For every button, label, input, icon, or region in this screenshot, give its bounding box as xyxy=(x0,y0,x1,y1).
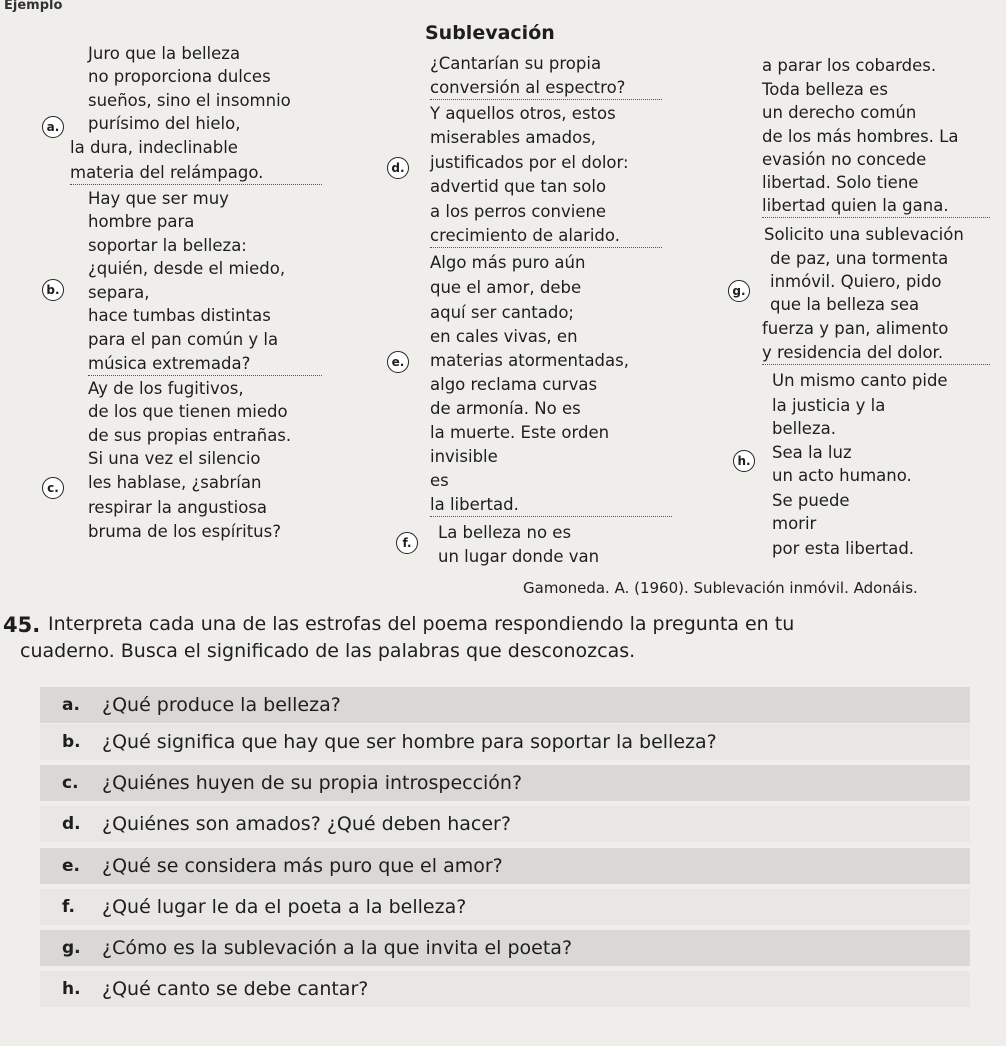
question-text: ¿Qué produce la belleza? xyxy=(102,694,341,716)
poem-line: ¿quién, desde el miedo, xyxy=(88,259,286,278)
poem-line: Sea la luz xyxy=(772,443,852,462)
poem-line: un acto humano. xyxy=(772,466,912,485)
question-text: ¿Quiénes son amados? ¿Qué deben hacer? xyxy=(102,813,511,835)
poem-line: purísimo del hielo, xyxy=(88,114,241,133)
poem-line: fuerza y pan, alimento xyxy=(762,319,949,338)
question-letter: b. xyxy=(62,732,81,752)
poem-line: de armonía. No es xyxy=(430,399,581,418)
stanza-marker-a: a. xyxy=(42,116,64,138)
question-row-h xyxy=(40,971,970,1007)
poem-line: de los más hombres. La xyxy=(762,127,959,146)
poem-line: que la belleza sea xyxy=(770,295,920,314)
poem-line: para el pan común y la xyxy=(88,330,279,349)
poem-line: la muerte. Este orden xyxy=(430,423,610,442)
poem-line: soportar la belleza: xyxy=(88,236,247,255)
poem-line: no proporciona dulces xyxy=(88,67,271,86)
poem-line: es xyxy=(430,471,449,490)
poem-line: que el amor, debe xyxy=(430,278,582,297)
poem-line: Juro que la belleza xyxy=(88,44,241,63)
poem-line: música extremada? xyxy=(88,353,322,376)
stanza-marker-e: e. xyxy=(387,351,409,373)
poem-line: la libertad. xyxy=(430,494,672,517)
exercise-number: 45. xyxy=(3,613,41,637)
poem-line: Algo más puro aún xyxy=(430,253,586,272)
poem-line: Solicito una sublevación xyxy=(764,225,964,244)
poem-line: a los perros conviene xyxy=(430,202,607,221)
question-row-d xyxy=(40,806,970,842)
poem-line: de los que tienen miedo xyxy=(88,402,288,421)
stanza-marker-h: h. xyxy=(733,450,755,472)
instruction-line-2: cuaderno. Busca el significado de las palabras que desconozcas. xyxy=(20,640,636,662)
poem-line: La belleza no es xyxy=(438,523,572,542)
poem-line: conversión al espectro? xyxy=(430,77,662,100)
poem-line: separa, xyxy=(88,283,150,302)
poem-line: de sus propias entrañas. xyxy=(88,426,292,445)
poem-line: la dura, indeclinable xyxy=(70,138,238,157)
poem-line: advertid que tan solo xyxy=(430,177,607,196)
question-row-c xyxy=(40,765,970,801)
poem-line: inmóvil. Quiero, pido xyxy=(770,272,942,291)
poem-line: algo reclama curvas xyxy=(430,375,598,394)
poem-line: miserables amados, xyxy=(430,128,597,147)
poem-line: invisible xyxy=(430,447,498,466)
poem-line: Y aquellos otros, estos xyxy=(430,104,616,123)
poem-line: Un mismo canto pide xyxy=(772,371,948,390)
poem-line: sueños, sino el insomnio xyxy=(88,91,291,110)
poem-line: la justicia y la xyxy=(772,396,886,415)
poem-line: Se puede xyxy=(772,491,850,510)
poem-line: les hablase, ¿sabrían xyxy=(88,473,262,492)
question-text: ¿Quiénes huyen de su propia introspección? xyxy=(102,772,523,794)
poem-line: aquí ser cantado; xyxy=(430,303,574,322)
example-tag: Ejemplo xyxy=(4,0,63,13)
poem-line: evasión no concede xyxy=(762,150,927,169)
poem-line: y residencia del dolor. xyxy=(762,342,990,365)
poem-line: un derecho común xyxy=(762,103,917,122)
question-text: ¿Qué lugar le da el poeta a la belleza? xyxy=(102,896,467,918)
poem-line: Ay de los fugitivos, xyxy=(88,379,244,398)
question-text: ¿Qué canto se debe cantar? xyxy=(102,978,369,1000)
instruction-line-1: Interpreta cada una de las estrofas del poema respondiendo la pregunta en tu xyxy=(48,613,795,635)
poem-line: por esta libertad. xyxy=(772,539,915,558)
question-row-a xyxy=(40,687,970,723)
poem-line: libertad quien la gana. xyxy=(762,195,990,218)
question-letter: g. xyxy=(62,938,81,958)
poem-line: morir xyxy=(772,514,817,533)
poem-title: Sublevación xyxy=(425,22,555,44)
poem-line: un lugar donde van xyxy=(438,547,600,566)
question-letter: e. xyxy=(62,856,80,876)
poem-line: materias atormentadas, xyxy=(430,351,629,370)
poem-line: hombre para xyxy=(88,212,195,231)
poem-line: libertad. Solo tiene xyxy=(762,173,919,192)
question-letter: f. xyxy=(62,897,75,917)
question-text: ¿Cómo es la sublevación a la que invita el poeta? xyxy=(102,937,573,959)
question-row-g xyxy=(40,930,970,966)
question-row-f xyxy=(40,889,970,925)
poem-line: en cales vivas, en xyxy=(430,327,578,346)
question-row-b xyxy=(40,724,970,760)
question-text: ¿Qué significa que hay que ser hombre para soportar la belleza? xyxy=(102,731,717,753)
question-letter: c. xyxy=(62,773,79,793)
poem-line: crecimiento de alarido. xyxy=(430,225,662,248)
question-letter: h. xyxy=(62,979,81,999)
poem-line: ¿Cantarían su propia xyxy=(430,54,602,73)
stanza-marker-c: c. xyxy=(42,477,64,499)
stanza-marker-f: f. xyxy=(396,532,418,554)
question-row-e xyxy=(40,848,970,884)
stanza-marker-b: b. xyxy=(42,279,64,301)
stanza-marker-d: d. xyxy=(387,157,409,179)
poem-line: a parar los cobardes. xyxy=(762,56,937,75)
poem-line: de paz, una tormenta xyxy=(770,249,949,268)
poem-line: materia del relámpago. xyxy=(70,162,322,185)
poem-line: belleza. xyxy=(772,419,836,438)
poem-line: respirar la angustiosa xyxy=(88,498,268,517)
poem-line: Si una vez el silencio xyxy=(88,449,261,468)
poem-line: Toda belleza es xyxy=(762,80,888,99)
poem-line: justificados por el dolor: xyxy=(430,153,629,172)
poem-line: Hay que ser muy xyxy=(88,189,229,208)
stanza-marker-g: g. xyxy=(728,280,750,302)
question-letter: a. xyxy=(62,695,80,715)
question-text: ¿Qué se considera más puro que el amor? xyxy=(102,855,503,877)
poem-line: bruma de los espíritus? xyxy=(88,522,281,541)
question-letter: d. xyxy=(62,814,81,834)
citation: Gamoneda. A. (1960). Sublevación inmóvil. Adonáis. xyxy=(523,579,918,597)
poem-line: hace tumbas distintas xyxy=(88,306,271,325)
